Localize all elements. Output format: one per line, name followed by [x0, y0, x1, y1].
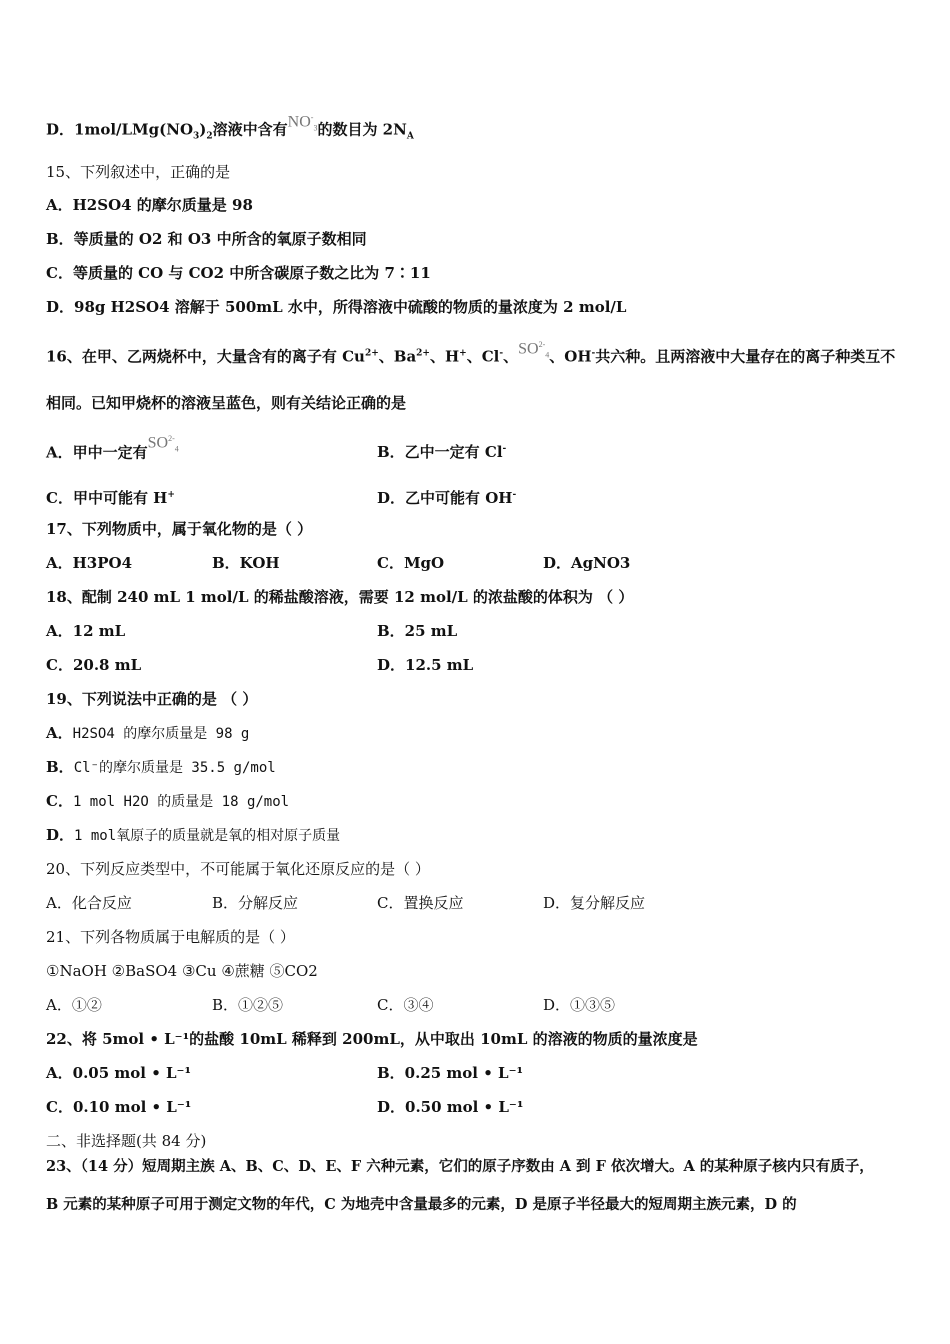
- q20-option-d: D．复分解反应: [543, 894, 646, 912]
- q22-stem: 22、将 5mol • L⁻¹的盐酸 10mL 稀释到 200mL，从中取出 10mL 的溶液的物质的量浓度是: [46, 1030, 698, 1048]
- q20-option-c: C．置换反应: [377, 894, 464, 912]
- q18-option-d: D．12.5 mL: [377, 656, 474, 674]
- q16-stem-line2: 相同。已知甲烧杯的溶液呈蓝色，则有关结论正确的是: [46, 394, 407, 412]
- q16-option-d: D．乙中可能有 OH-: [377, 489, 517, 507]
- q21-option-b: B．①②⑤: [212, 996, 284, 1014]
- q17-option-c: C．MgO: [377, 554, 445, 572]
- q19-option-d: D．1 mol氧原子的质量就是氧的相对原子质量: [46, 826, 341, 844]
- q20-stem: 20、下列反应类型中，不可能属于氧化还原反应的是（ ）: [46, 860, 430, 878]
- q21-option-d: D．①③⑤: [543, 996, 616, 1014]
- q16-option-c: C．甲中可能有 H+: [46, 489, 175, 507]
- q17-option-b: B．KOH: [212, 554, 280, 572]
- q17-option-d: D．AgNO3: [543, 554, 631, 572]
- q18-option-c: C．20.8 mL: [46, 656, 142, 674]
- q15-option-d: D．98g H2SO4 溶解于 500mL 水中，所得溶液中硫酸的物质的量浓度为 2 mol/L: [46, 298, 627, 316]
- sulfate-ion-formula: $SO^{2-}_4$: [147, 434, 179, 454]
- q16-option-a: A．甲中一定有$SO^{2-}_4$: [46, 440, 179, 469]
- q22-option-a: A．0.05 mol • L⁻¹: [46, 1064, 192, 1082]
- q14-option-d: D．$1mol/LMg(NO_3)_2$溶液中含有$NO^-_3$的数目为 $2N_A$: [46, 117, 414, 146]
- q15-stem: 15、下列叙述中，正确的是: [46, 163, 231, 181]
- q16-stem-line1: 16、在甲、乙两烧杯中，大量含有的离子有 $Cu^{2+}$、$Ba^{2+}$、H+、Cl-、$SO^{2-}_4$、OH-共六种。且两溶液中大量存在的离子种类互不: [46, 344, 895, 373]
- q20-option-a: A．化合反应: [46, 894, 132, 912]
- q21-items: ①NaOH ②BaSO4 ③Cu ④蔗糖 ⑤CO2: [46, 962, 318, 980]
- q19-option-b: B．Cl⁻的摩尔质量是 35.5 g/mol: [46, 758, 276, 776]
- q17-stem: 17、下列物质中，属于氧化物的是（ ）: [46, 520, 313, 538]
- q22-option-b: B．0.25 mol • L⁻¹: [377, 1064, 524, 1082]
- q21-option-a: A．①②: [46, 996, 102, 1014]
- q18-option-b: B．25 mL: [377, 622, 458, 640]
- q20-option-b: B．分解反应: [212, 894, 299, 912]
- q18-stem: 18、配制 240 mL 1 mol/L 的稀盐酸溶液，需要 12 mol/L 的浓盐酸的体积为 （ ）: [46, 588, 634, 606]
- q21-stem: 21、下列各物质属于电解质的是（ ）: [46, 928, 295, 946]
- section-heading: 二、非选择题(共 84 分): [46, 1132, 207, 1150]
- q22-option-c: C．0.10 mol • L⁻¹: [46, 1098, 192, 1116]
- nitrate-ion-formula: $NO^-_3$: [287, 113, 318, 133]
- q23-line1: 23、（14 分）短周期主族 A、B、C、D、E、F 六种元素，它们的原子序数由 A 到 F 依次增大。A 的某种原子核内只有质子，: [46, 1158, 874, 1175]
- q15-option-c: C．等质量的 CO 与 CO2 中所含碳原子数之比为 7∶11: [46, 264, 431, 282]
- q17-option-a: A．H3PO4: [46, 554, 133, 572]
- q19-stem: 19、下列说法中正确的是 （ ）: [46, 690, 258, 708]
- q19-option-a: A．H2SO4 的摩尔质量是 98 g: [46, 724, 250, 742]
- q18-option-a: A．12 mL: [46, 622, 126, 640]
- q16-option-b: B．乙中一定有 Cl-: [377, 443, 507, 461]
- sulfate-ion-formula: $SO^{2-}_4$: [518, 340, 550, 360]
- q15-option-a: A．H2SO4 的摩尔质量是 98: [46, 196, 253, 214]
- q22-option-d: D．0.50 mol • L⁻¹: [377, 1098, 524, 1116]
- q15-option-b: B．等质量的 O2 和 O3 中所含的氧原子数相同: [46, 230, 367, 248]
- q19-option-c: C．1 mol H2O 的质量是 18 g/mol: [46, 792, 290, 810]
- q21-option-c: C．③④: [377, 996, 434, 1014]
- q23-line2: B 元素的某种原子可用于测定文物的年代，C 为地壳中含量最多的元素，D 是原子半径最大的短周期主族元素，D 的: [46, 1196, 797, 1213]
